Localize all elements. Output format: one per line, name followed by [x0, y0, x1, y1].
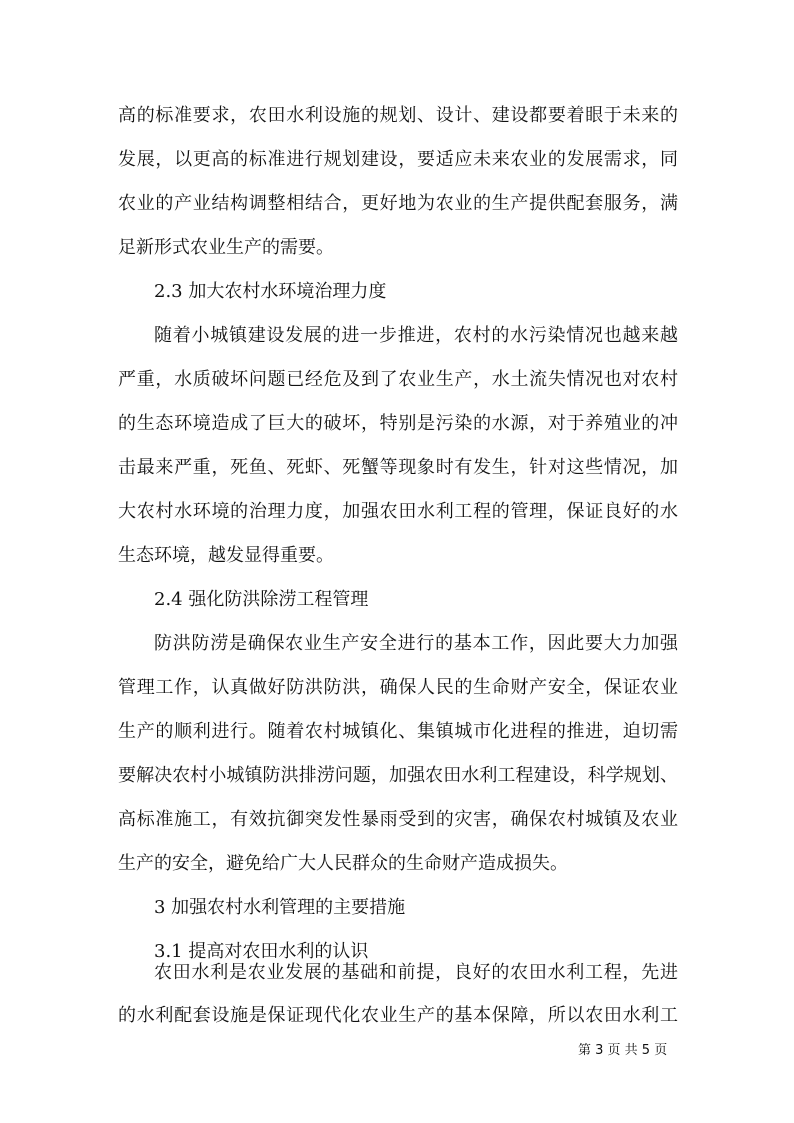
body-line: 防洪防涝是确保农业生产安全进行的基本工作，因此要大力加强 — [154, 633, 678, 654]
body-line: 农业的产业结构调整相结合，更好地为农业的生产提供配套服务，满 — [118, 193, 678, 214]
body-line: 高标准施工，有效抗御突发性暴雨受到的灾害，确保农村城镇及农业 — [118, 809, 678, 830]
body-line: 生产的安全，避免给广大人民群众的生命财产造成损失。 — [118, 853, 568, 874]
section-heading-3: 3 加强农村水利管理的主要措施 — [154, 897, 406, 918]
body-line: 严重，水质破坏问题已经危及到了农业生产，水土流失情况也对农村 — [118, 369, 678, 390]
body-line: 随着小城镇建设发展的进一步推进，农村的水污染情况也越来越 — [154, 325, 678, 346]
section-heading-2-3: 2.3 加大农村水环境治理力度 — [154, 281, 387, 302]
body-line: 农田水利是农业发展的基础和前提，良好的农田水利工程，先进 — [154, 962, 678, 983]
body-line: 生态环境，越发显得重要。 — [118, 545, 334, 566]
body-line: 的水利配套设施是保证现代化农业生产的基本保障，所以农田水利工 — [118, 1005, 678, 1026]
body-line: 足新形式农业生产的需要。 — [118, 237, 334, 258]
body-line: 管理工作，认真做好防洪防洪，确保人民的生命财产安全，保证农业 — [118, 677, 678, 698]
section-heading-3-1: 3.1 提高对农田水利的认识 — [154, 941, 369, 962]
section-heading-2-4: 2.4 强化防洪除涝工程管理 — [154, 589, 369, 610]
body-line: 高的标准要求，农田水利设施的规划、设计、建设都要着眼于未来的 — [118, 105, 678, 126]
body-line: 发展，以更高的标准进行规划建设，要适应未来农业的发展需求，同 — [118, 149, 678, 170]
body-line: 击最来严重，死鱼、死虾、死蟹等现象时有发生，针对这些情况，加 — [118, 457, 678, 478]
page-footer: 第 3 页 共 5 页 — [578, 1043, 668, 1058]
body-line: 大农村水环境的治理力度，加强农田水利工程的管理，保证良好的水 — [118, 501, 678, 522]
body-line: 要解决农村小城镇防洪排涝问题，加强农田水利工程建设，科学规划、 — [118, 765, 678, 786]
body-line: 生产的顺利进行。随着农村城镇化、集镇城市化进程的推进，迫切需 — [118, 721, 678, 742]
body-line: 的生态环境造成了巨大的破坏，特别是污染的水源，对于养殖业的冲 — [118, 413, 678, 434]
